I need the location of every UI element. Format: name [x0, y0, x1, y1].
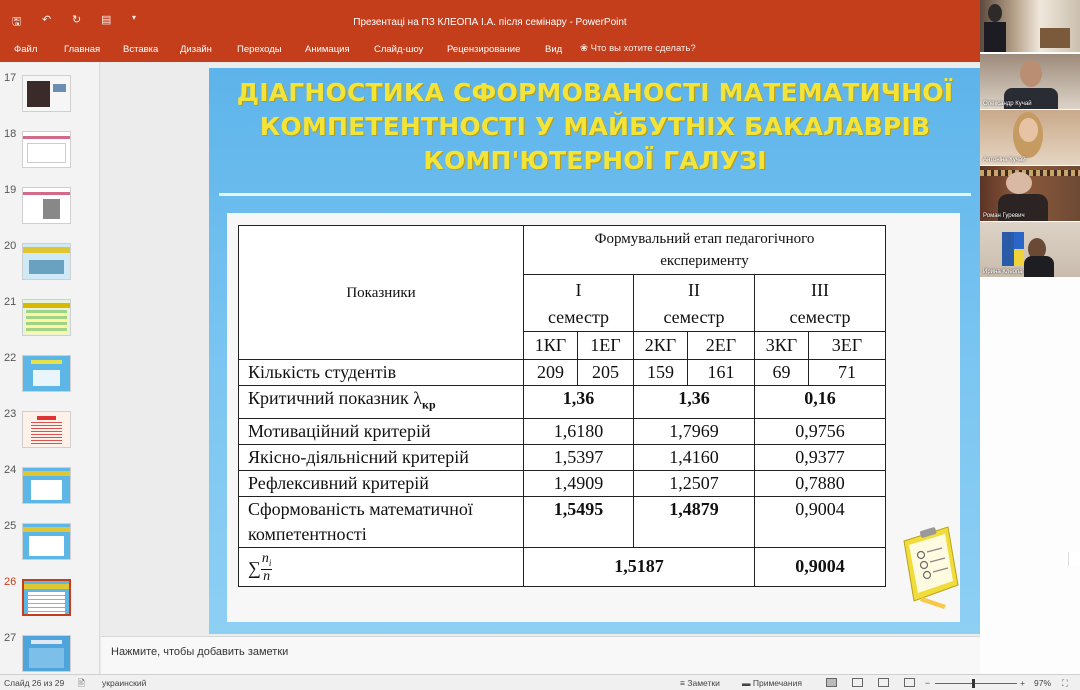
thumbnail-number: 25: [4, 520, 17, 532]
participant-name: Роман Гуревич: [983, 213, 1025, 219]
table-row: [239, 444, 886, 470]
slideshow-start-icon[interactable]: ▤: [101, 14, 112, 26]
participant-silhouette: [988, 4, 1002, 22]
clipboard-icon: [900, 523, 960, 613]
thumbnail-number: 19: [4, 184, 17, 196]
semester-1-header: [524, 275, 634, 332]
semester-numeral: III: [811, 280, 829, 300]
zoom-slider[interactable]: [935, 683, 1017, 684]
thumbnail-number: 20: [4, 240, 17, 252]
slide-title-line: КОМПЕТЕНТНОСТІ У МАЙБУТНІХ БАКАЛАВРІВ: [259, 112, 931, 141]
tell-me-search[interactable]: [580, 43, 696, 54]
value-cell: 1,5397: [524, 444, 634, 470]
panel-scrollbar[interactable]: [1068, 552, 1080, 566]
thumbnail-image: [22, 355, 71, 392]
thumbnail-image: [22, 131, 71, 168]
value-cell: 159: [634, 360, 688, 386]
thumbnail-slide-24[interactable]: [0, 464, 100, 512]
thumbnail-image: [22, 75, 71, 112]
notes-icon: ≡: [680, 678, 688, 688]
value-cell: 71: [809, 360, 886, 386]
semester-label: семестр: [789, 307, 851, 327]
participant-name: Антоніна Кучай: [983, 157, 1026, 163]
semester-numeral: I: [575, 280, 582, 300]
notes-toggle-button[interactable]: [680, 678, 720, 688]
participant-name: Олександр Кучай: [983, 101, 1032, 107]
thumbnail-image: [22, 187, 71, 224]
participant-name: Ирина Клеопа: [983, 269, 1023, 275]
slideshow-view-icon[interactable]: [904, 678, 915, 687]
thumbnail-slide-19[interactable]: [0, 184, 100, 232]
tab-design[interactable]: Дизайн: [180, 44, 212, 55]
value-cell: 69: [755, 360, 809, 386]
value-cell: 0,9756: [755, 418, 886, 444]
value-cell: 0,9004: [755, 547, 886, 587]
value-cell: 0,9377: [755, 444, 886, 470]
value-cell: 1,7969: [634, 418, 755, 444]
thumbnail-slide-27[interactable]: [0, 632, 100, 674]
semester-label: семестр: [663, 307, 725, 327]
table-row: [239, 470, 886, 496]
value-cell: 1,4160: [634, 444, 755, 470]
fit-slide-icon[interactable]: ⛶: [1062, 678, 1068, 688]
thumbnail-slide-20[interactable]: [0, 240, 100, 288]
sum-numerator-index: i: [268, 557, 272, 568]
row-label-text: Сформованість математичної: [248, 498, 473, 519]
tab-file[interactable]: Файл: [14, 44, 38, 55]
value-cell: 0,9004: [755, 496, 886, 547]
value-cell: 209: [524, 360, 578, 386]
group-cell: 2ЕГ: [688, 332, 755, 360]
sum-numerator: n: [261, 550, 269, 566]
semester-numeral: II: [688, 280, 700, 300]
value-cell: 1,4879: [634, 496, 755, 547]
slide-editor-area: [101, 62, 980, 636]
table-row: [239, 547, 886, 587]
thumbnail-image: [22, 299, 71, 336]
status-bar: [0, 674, 1080, 690]
notes-placeholder: Нажмите, чтобы добавить заметки: [111, 646, 289, 658]
slide-title: [229, 76, 961, 178]
row-label-text: компетентності: [248, 523, 367, 544]
comment-icon: ▬: [742, 678, 753, 688]
tab-animations[interactable]: Анимация: [305, 44, 350, 55]
semester-3-header: [755, 275, 886, 332]
participant-tile[interactable]: [980, 110, 1080, 165]
flag-ukraine: [1014, 232, 1024, 266]
tab-slideshow[interactable]: Слайд-шоу: [374, 44, 424, 55]
participant-tile[interactable]: [980, 54, 1080, 109]
participant-face: [1006, 172, 1032, 194]
thumbnail-slide-22[interactable]: [0, 352, 100, 400]
room-furniture: [1040, 28, 1070, 48]
row-label: [239, 386, 524, 419]
row-label-text: Критичний показник λ: [248, 388, 423, 408]
row-label: Кількість студентів: [239, 360, 524, 386]
thumbnail-slide-23[interactable]: [0, 408, 100, 456]
title-underline: [219, 193, 971, 196]
normal-view-icon[interactable]: [826, 678, 837, 687]
value-cell: 1,6180: [524, 418, 634, 444]
group-cell: 3ЕГ: [809, 332, 886, 360]
zoom-in-icon[interactable]: +: [1020, 678, 1025, 688]
row-label: Мотиваційний критерій: [239, 418, 524, 444]
thumbnail-slide-17[interactable]: [0, 72, 100, 120]
thumbnail-number: 24: [4, 464, 17, 476]
customize-toolbar-icon[interactable]: ▾: [132, 13, 137, 22]
sum-formula: ∑ $\frac{n_i}{n}$: [239, 547, 524, 587]
participant-face: [1020, 60, 1042, 87]
thumbnail-image: [22, 523, 71, 560]
slide-thumbnails-pane: [0, 62, 100, 674]
spellcheck-icon[interactable]: 🖹: [78, 678, 85, 688]
thumbnail-image: [22, 467, 71, 504]
slide-title-line: ДІАГНОСТИКА СФОРМОВАНОСТІ МАТЕМАТИЧНОЇ: [236, 78, 954, 107]
comments-toggle-label: Примечания: [752, 678, 802, 688]
thumbnail-image: [22, 635, 71, 672]
tell-me-placeholder: Что вы хотите сделать?: [590, 43, 696, 54]
notes-toggle-label: Заметки: [687, 678, 720, 688]
value-cell: 1,5187: [524, 547, 755, 587]
tab-insert[interactable]: Вставка: [123, 44, 159, 55]
value-cell: 205: [578, 360, 634, 386]
stage-header: Формувальний етап педагогічного експерименту: [524, 226, 886, 275]
table-row: [239, 418, 886, 444]
value-cell: 0,16: [755, 386, 886, 419]
window-title: Презентаці на ПЗ КЛЕОПА І.А. після семінару - PowerPoint: [353, 17, 627, 28]
thumbnail-slide-21[interactable]: [0, 296, 100, 344]
reading-view-icon[interactable]: [878, 678, 889, 687]
thumbnail-slide-18[interactable]: [0, 128, 100, 176]
group-cell: 1ЕГ: [578, 332, 634, 360]
thumbnail-number: 21: [4, 296, 17, 308]
value-cell: 1,2507: [634, 470, 755, 496]
row-label-subscript: кр: [422, 397, 436, 412]
thumbnail-number: 22: [4, 352, 17, 364]
video-call-panel: [980, 0, 1080, 674]
participant-tile[interactable]: [980, 0, 1080, 52]
participant-tile[interactable]: [980, 222, 1080, 277]
semester-2-header: [634, 275, 755, 332]
ribbon-tabs: [0, 38, 980, 62]
table-header-row: [239, 226, 886, 275]
zoom-out-icon[interactable]: −: [925, 678, 930, 688]
thumbnail-image: [22, 411, 71, 448]
comments-toggle-button[interactable]: [742, 678, 802, 688]
slide-sorter-icon[interactable]: [852, 678, 863, 687]
thumbnail-slide-26[interactable]: [0, 576, 100, 624]
thumbnail-number: 17: [4, 72, 17, 84]
undo-icon[interactable]: ↶: [42, 14, 52, 26]
tab-review[interactable]: Рецензирование: [447, 44, 521, 55]
tab-view[interactable]: Вид: [545, 44, 563, 55]
value-cell: 161: [688, 360, 755, 386]
thumbnail-number: 27: [4, 632, 17, 644]
participant-body: [984, 22, 1006, 52]
tab-home[interactable]: Главная: [64, 44, 101, 55]
bookshelf: [980, 170, 1080, 176]
lightbulb-icon: ❀: [580, 43, 588, 54]
group-cell: 1КГ: [524, 332, 578, 360]
thumbnail-image: [22, 243, 71, 280]
title-bar: [0, 0, 980, 38]
row-label: Якісно-діяльнісний критерій: [239, 444, 524, 470]
tab-transitions[interactable]: Переходы: [237, 44, 282, 55]
table-row: [239, 386, 886, 419]
flag-eu: [1002, 232, 1014, 266]
data-table: [238, 225, 886, 587]
semester-label: семестр: [547, 307, 610, 327]
group-cell: 3КГ: [755, 332, 809, 360]
participant-tile[interactable]: [980, 166, 1080, 221]
participant-body: [1024, 256, 1054, 277]
sum-denominator: n: [263, 569, 271, 585]
notes-pane[interactable]: [101, 636, 980, 674]
slide-title-line: КОМП'ЮТЕРНОЇ ГАЛУЗІ: [423, 146, 767, 175]
zoom-slider-thumb[interactable]: [972, 679, 975, 688]
zoom-level[interactable]: 97%: [1034, 678, 1052, 688]
value-cell: 1,5495: [524, 496, 634, 547]
participant-face: [1019, 118, 1038, 142]
value-cell: 0,7880: [755, 470, 886, 496]
redo-icon[interactable]: ↻: [72, 14, 82, 26]
language-indicator[interactable]: украинский: [102, 678, 147, 688]
table-row: [239, 360, 886, 386]
thumbnail-image: [22, 579, 71, 616]
indicators-header: Показники: [239, 226, 524, 360]
row-label: [239, 496, 524, 547]
thumbnail-slide-25[interactable]: [0, 520, 100, 568]
row-label: Рефлексивний критерій: [239, 470, 524, 496]
value-cell: 1,36: [634, 386, 755, 419]
thumbnail-number: 18: [4, 128, 17, 140]
value-cell: 1,36: [524, 386, 634, 419]
save-icon[interactable]: 🖫: [12, 16, 22, 28]
thumbnail-number: 26: [4, 576, 17, 588]
slide-counter: Слайд 26 из 29: [4, 678, 65, 688]
group-cell: 2КГ: [634, 332, 688, 360]
value-cell: 1,4909: [524, 470, 634, 496]
thumbnail-number: 23: [4, 408, 17, 420]
table-row: [239, 496, 886, 547]
